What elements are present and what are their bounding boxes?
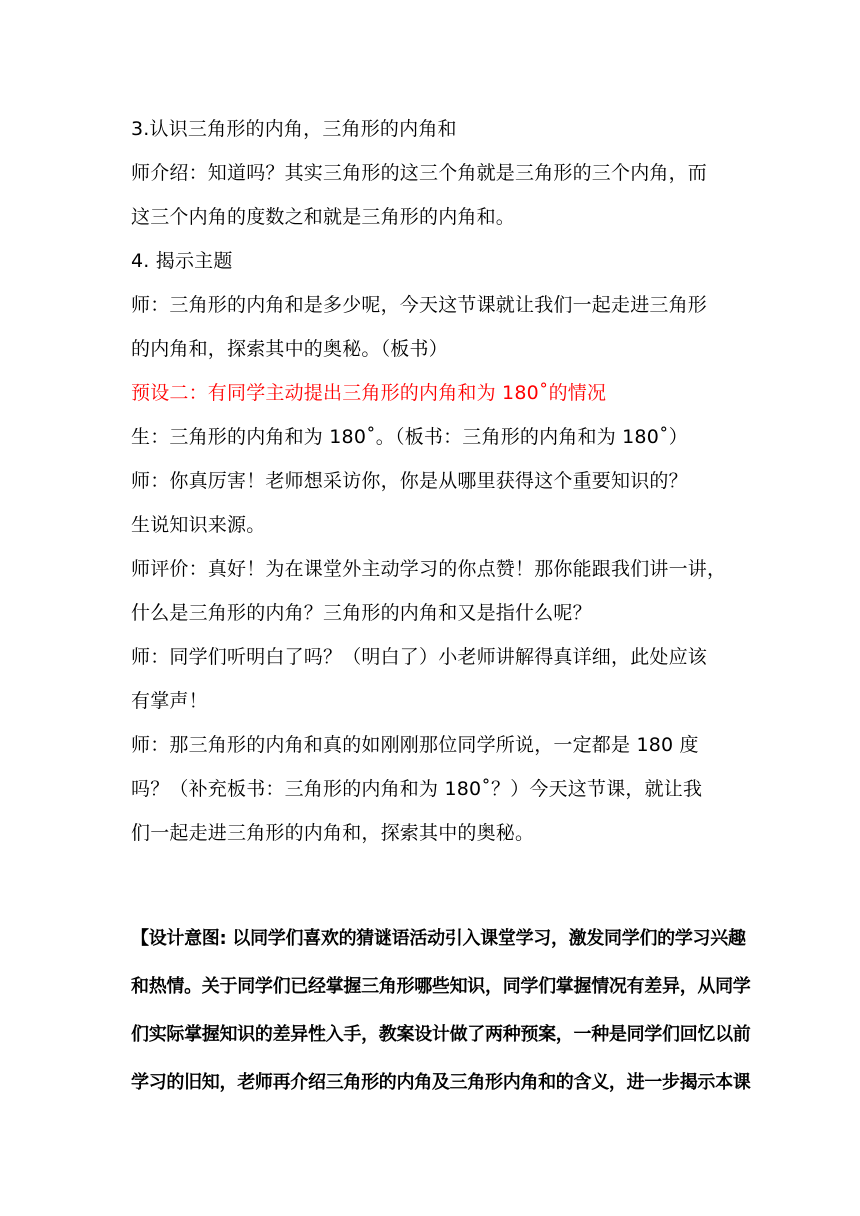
design-note-line: 学习的旧知，老师再介绍三角形的内角及三角形内角和的含义，进一步揭示本课 bbox=[131, 1072, 751, 1093]
section-heading-4: 4. 揭示主题 bbox=[131, 250, 233, 272]
paragraph-line: 这三个内角的度数之和就是三角形的内角和。 bbox=[131, 206, 516, 228]
paragraph-line: 师：同学们听明白了吗？（明白了）小老师讲解得真详细，此处应该 bbox=[131, 646, 708, 668]
design-intent-note bbox=[131, 921, 751, 1113]
lesson-body bbox=[131, 112, 731, 860]
paragraph-line: 生说知识来源。 bbox=[131, 514, 266, 536]
paragraph-line: 生：三角形的内角和为 180˚。（板书：三角形的内角和为 180˚） bbox=[131, 426, 688, 448]
design-note-line: 们实际掌握知识的差异性入手，教案设计做了两种预案，一种是同学们回忆以前 bbox=[131, 1024, 751, 1045]
paragraph-line: 师：你真厉害！老师想采访你，你是从哪里获得这个重要知识的？ bbox=[131, 470, 688, 492]
preset-two-heading: 预设二：有同学主动提出三角形的内角和为 180˚的情况 bbox=[131, 382, 607, 404]
paragraph-line: 们一起走进三角形的内角和，探索其中的奥秘。 bbox=[131, 822, 535, 844]
design-note-line: 和热情。关于同学们已经掌握三角形哪些知识，同学们掌握情况有差异，从同学 bbox=[131, 976, 751, 997]
paragraph-line: 什么是三角形的内角？三角形的内角和又是指什么呢？ bbox=[131, 602, 592, 624]
paragraph-line: 师：那三角形的内角和真的如刚刚那位同学所说，一定都是 180 度 bbox=[131, 734, 699, 756]
paragraph-line: 的内角和，探索其中的奥秘。（板书） bbox=[131, 338, 448, 360]
paragraph-line: 师评价：真好！为在课堂外主动学习的你点赞！那你能跟我们讲一讲， bbox=[131, 558, 727, 580]
paragraph-line: 师：三角形的内角和是多少呢，今天这节课就让我们一起走进三角形 bbox=[131, 294, 708, 316]
paragraph-line: 有掌声！ bbox=[131, 690, 208, 712]
section-heading-3: 3.认识三角形的内角，三角形的内角和 bbox=[131, 118, 457, 140]
paragraph-line: 吗？（补充板书：三角形的内角和为 180˚？）今天这节课，就让我 bbox=[131, 778, 703, 800]
design-note-line: 【设计意图: 以同学们喜欢的猜谜语活动引入课堂学习，激发同学们的学习兴趣 bbox=[131, 928, 746, 949]
paragraph-line: 师介绍：知道吗？其实三角形的这三个角就是三角形的三个内角，而 bbox=[131, 162, 708, 184]
